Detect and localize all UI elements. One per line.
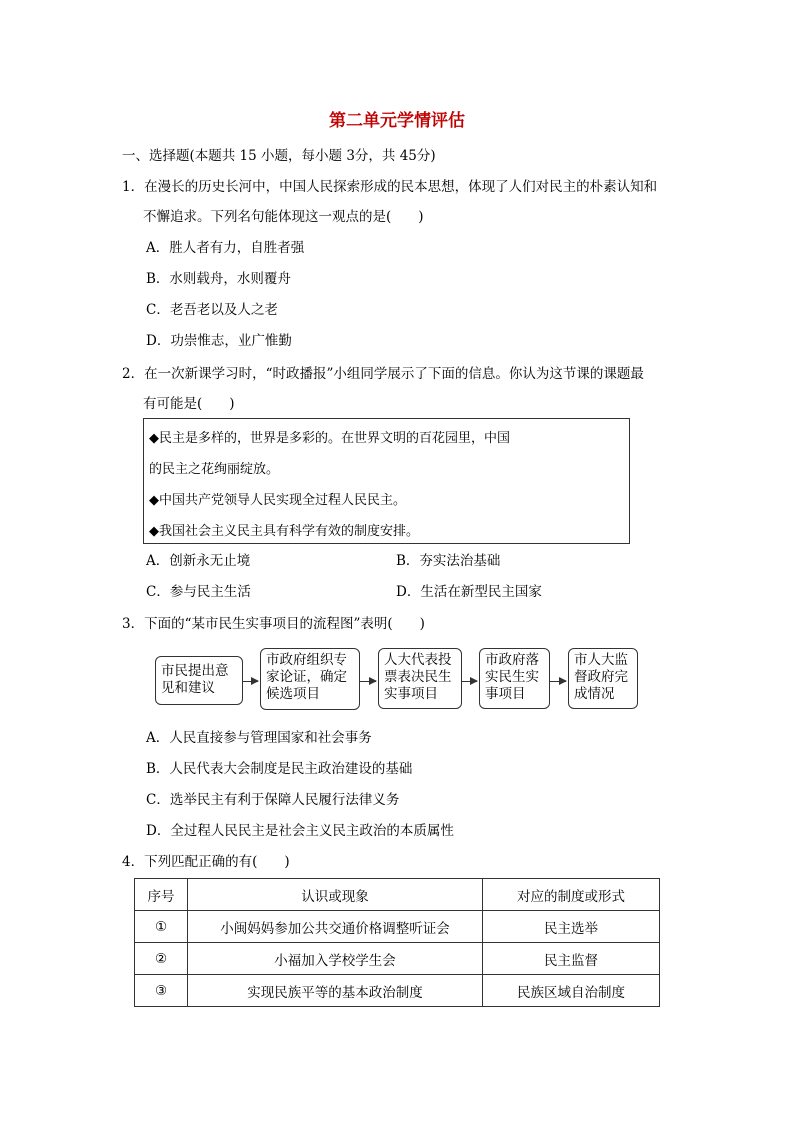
- flow-arrow: [462, 681, 477, 682]
- flow-text: 候选项目: [266, 686, 320, 702]
- flow-arrow: [550, 681, 566, 682]
- q2-option-b: B．夯实法治基础: [396, 553, 501, 569]
- table-cell: ③: [135, 975, 188, 1007]
- flow-text: 督政府完: [574, 669, 628, 685]
- q2-option-c: C．参与民主生活: [146, 584, 251, 600]
- q2-box-line: ◆我国社会主义民主具有科学有效的制度安排。: [149, 524, 419, 539]
- q1-stem-line2: 不懈追求。下列名句能体现这一观点的是( ): [143, 209, 424, 225]
- table-cell: 实现民族平等的基本政治制度: [188, 975, 483, 1007]
- flow-text: 票表决民生: [384, 669, 452, 685]
- flow-step-3: [378, 648, 462, 709]
- q3-option-c: C．选举民主有利于保障人民履行法律义务: [146, 792, 400, 808]
- q1-option-a: A．胜人者有力，自胜者强: [146, 240, 305, 256]
- q2-stem-line2: 有可能是( ): [143, 396, 235, 412]
- q4-stem: 4．下列匹配正确的有( ): [122, 854, 290, 870]
- q2-box-line: ◆民主是多样的，世界是多彩的。在世界文明的百花园里，中国: [149, 431, 510, 446]
- table-cell: 民族区域自治制度: [483, 975, 660, 1007]
- table-cell: ②: [135, 943, 188, 975]
- flow-text: 人大代表投: [384, 652, 452, 668]
- table-header-row: [135, 879, 660, 911]
- q2-box-line: 的民主之花绚丽绽放。: [149, 462, 280, 477]
- table-header: 序号: [135, 879, 188, 911]
- flow-text: 成情况: [574, 686, 615, 702]
- flow-step-2: [260, 648, 360, 710]
- table-cell: ①: [135, 911, 188, 943]
- section-heading: 一、选择题(本题共 15 小题，每小题 3分，共 45分): [122, 148, 436, 164]
- q1-option-b: B．水则载舟，水则覆舟: [146, 271, 291, 287]
- table-row: [135, 911, 660, 943]
- flow-text: 市政府组织专: [266, 652, 347, 668]
- flow-step-4: [479, 648, 550, 709]
- q2-option-a: A．创新永无止境: [146, 553, 251, 569]
- page-title: 第二单元学情评估: [329, 111, 465, 131]
- q1-option-c: C．老吾老以及人之老: [146, 302, 278, 318]
- q1-option-d: D．功崇惟志，业广惟勤: [146, 333, 292, 349]
- flow-text: 市人大监: [574, 652, 628, 668]
- table-cell: 小福加入学校学生会: [188, 943, 483, 975]
- flow-text: 事项目: [485, 686, 526, 702]
- q1-stem-line1: 1．在漫长的历史长河中，中国人民探索形成的民本思想，体现了人们对民主的朴素认知和: [122, 179, 658, 195]
- flow-step-5: [568, 648, 638, 709]
- flow-arrow: [243, 681, 258, 682]
- flow-text: 见和建议: [161, 680, 215, 696]
- table-row: [135, 943, 660, 975]
- flow-text: 市民提出意: [161, 663, 229, 679]
- q3-option-b: B．人民代表大会制度是民主政治建设的基础: [146, 761, 413, 777]
- q2-info-box: [143, 418, 630, 544]
- q2-option-d: D．生活在新型民主国家: [396, 584, 542, 600]
- table-cell: 民主监督: [483, 943, 660, 975]
- q3-stem: 3．下面的“某市民生实事项目的流程图”表明( ): [122, 616, 425, 632]
- flow-text: 实事项目: [384, 686, 438, 702]
- q4-table: [134, 878, 660, 1007]
- q3-option-d: D．全过程人民民主是社会主义民主政治的本质属性: [146, 823, 454, 839]
- table-header: 认识或现象: [188, 879, 483, 911]
- q2-box-line: ◆中国共产党领导人民实现全过程人民民主。: [149, 493, 406, 508]
- flow-step-1: [155, 656, 243, 705]
- table-header: 对应的制度或形式: [483, 879, 660, 911]
- flow-text: 实民生实: [485, 669, 539, 685]
- flow-text: 市政府落: [485, 652, 539, 668]
- q3-option-a: A．人民直接参与管理国家和社会事务: [146, 730, 372, 746]
- q2-stem-line1: 2．在一次新课学习时，“时政播报”小组同学展示了下面的信息。你认为这节课的课题最: [122, 366, 644, 382]
- table-row: [135, 975, 660, 1007]
- flow-arrow: [360, 681, 376, 682]
- flow-text: 家论证，确定: [266, 669, 347, 685]
- table-cell: 民主选举: [483, 911, 660, 943]
- table-cell: 小闽妈妈参加公共交通价格调整听证会: [188, 911, 483, 943]
